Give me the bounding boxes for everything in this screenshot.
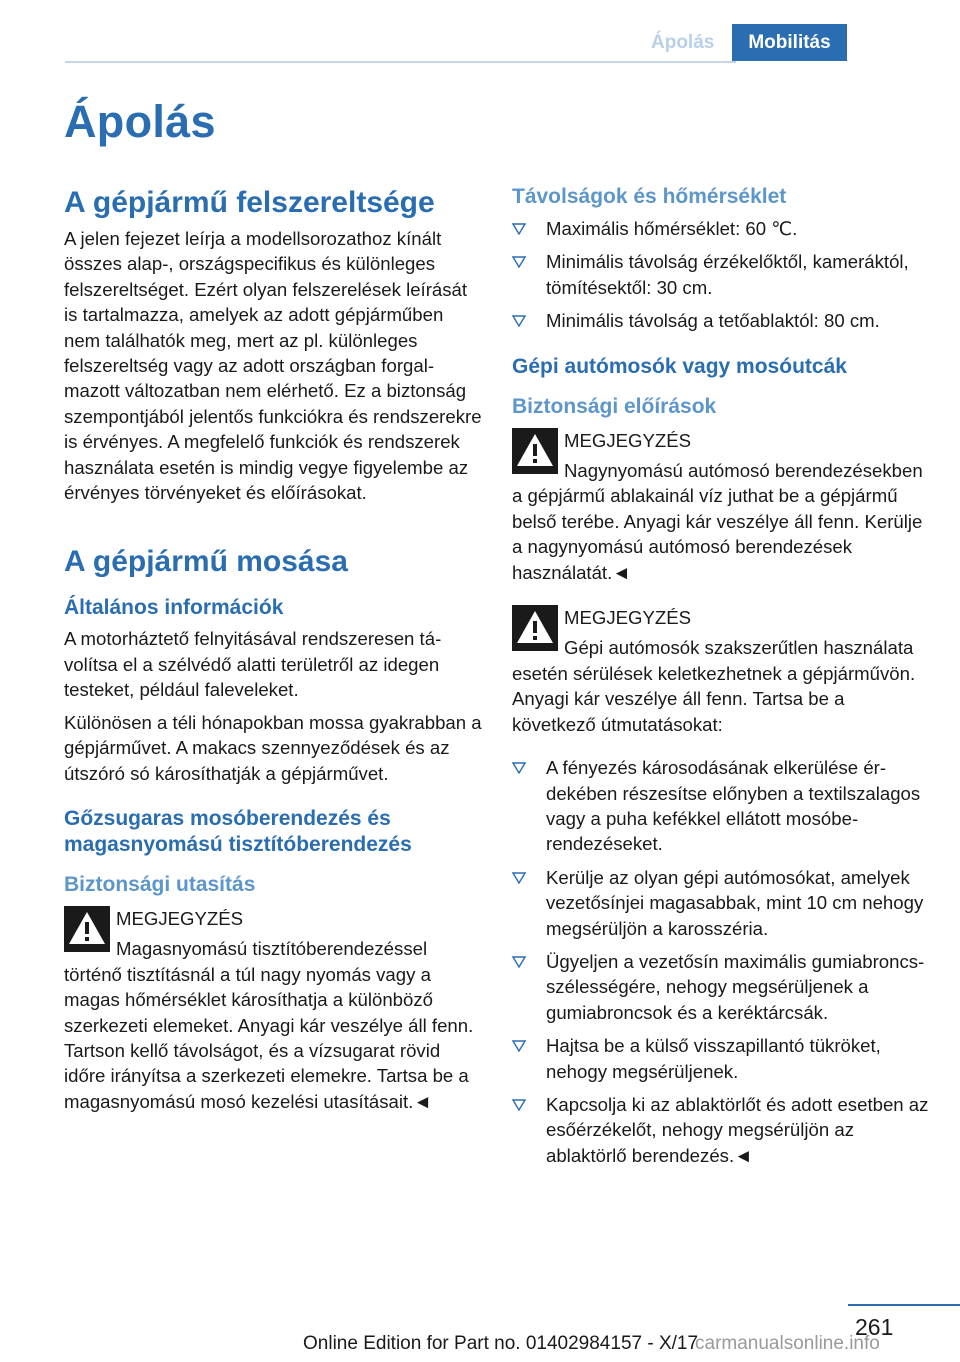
warning-title: MEGJEGYZÉS: [564, 607, 692, 629]
safety-rules-heading: Biztonsági előírások: [512, 394, 717, 418]
triangle-bullet-icon: [512, 872, 526, 884]
triangle-bullet-icon: [512, 956, 526, 968]
general-info-paragraph-1: A motorháztető felnyitásával rendszeresen távolítsa el a szélvédő alatti területről az idegen testeket, például faleveleket.: [64, 628, 442, 701]
warning-title: MEGJEGYZÉS: [564, 429, 692, 451]
list-item-text: Hajtsa be a külső visszapillantó tükröket, nehogy megsérüljenek.: [546, 1035, 881, 1082]
list-item: [512, 949, 930, 1025]
triangle-bullet-icon: [512, 315, 526, 327]
carwash-list: [512, 755, 930, 1168]
list-item: [512, 249, 930, 300]
section-heading-washing: A gépjármű mosása: [64, 545, 348, 579]
warning-block: [512, 426, 930, 585]
warning-title: MEGJEGYZÉS: [116, 907, 244, 929]
list-item-text: Ügyeljen a vezetősín maximális gumiabroncs-szélességére, nehogy megsérüljenek a gumiabroncsok és a keréktárcsák.: [546, 950, 925, 1023]
footer-watermark: carmanualsonline.info: [695, 1333, 880, 1354]
list-item-text: Minimális távolság érzékelőktől, kameráktól, tömítésektől: 30 cm.: [546, 251, 909, 298]
warning-text: Magasnyomású tisztítóberendezéssel történő tisztításnál a túl nagy nyomás vagy a magas hőmérséklet károsíthatja a különböző szerkezeti elemeket. Anyagi kár veszélye áll fenn. Tartson kellő távolságot, és a vízsugarat rövid időre irányítsa a szerkezeti elemekre. Tartsa be a magasnyomású mosó kezelési utasításait.◄: [64, 938, 474, 1112]
list-item: [512, 755, 930, 857]
general-info-paragraph-2: Különösen a téli hónapokban mossa gyakrabban a gépjárművet. A makacs szennyeződések és az útszóró só károsíthatják a gépjárművet.: [64, 711, 482, 784]
warning-block: [512, 603, 930, 737]
triangle-bullet-icon: [512, 762, 526, 774]
list-item-text: A fényezés károsodásának elkerülése érdekében részesítse előnyben a textilszalagos vagy a puha kefékkel ellátott mosóberendezéseket.: [546, 757, 921, 855]
footer-edition: Online Edition for Part no. 01402984157 - X/17: [303, 1333, 699, 1354]
tab-apolas[interactable]: Ápolás: [651, 32, 715, 53]
warning-text: Nagynyomású autómosó berendezésekben a gépjármű ablakainál víz juthat be a gépjármű belső terébe. Anyagi kár veszélye áll fenn. Kerülje a nagynyomású autómosó berendezések használatát.◄: [512, 460, 923, 583]
list-item: [512, 308, 930, 333]
header-rule: [65, 61, 736, 63]
safety-instruction-heading: Biztonsági utasítás: [64, 872, 256, 896]
page-title: Ápolás: [64, 96, 216, 147]
warning-triangle-icon: [64, 906, 110, 952]
triangle-bullet-icon: [512, 1040, 526, 1052]
triangle-bullet-icon: [512, 256, 526, 268]
list-item-text: Kapcsolja ki az ablaktörlőt és adott esetben az esőérzékelőt, nehogy megsérüljön az ablaktörlő berendezés.◄: [546, 1093, 929, 1166]
list-item-text: Kerülje az olyan gépi autómosókat, amelyek vezetősínjei magasabbak, mint 10 cm nehogy megsérüljön a karosszéria.: [546, 866, 924, 939]
triangle-bullet-icon: [512, 1099, 526, 1111]
warning-block: [64, 904, 482, 1114]
distances-list: [512, 216, 930, 334]
list-item-text: Maximális hőmérséklet: 60 ℃.: [546, 218, 798, 239]
equipment-paragraph: A jelen fejezet leírja a modellsorozathoz kínált összes alap-, országspecifikus és különleges felszereltséget. Ezért olyan felszerelések leírását is tartalmazza, amelyek az adott gépjárműben nem találhatók meg, mert az pl. különleges felszereltség vagy az adott országban forgalmazott változatban nem elérhető. Ez a biztonság szempontjából jelentős funkciókra és rendszerekre is érvényes. A megfelelő funkciók és rendszerek használata esetén is mindig vegye figyelembe az érvényes törvényeket és előírásokat.: [64, 228, 482, 504]
list-item-text: Minimális távolság a tetőablaktól: 80 cm.: [546, 310, 880, 332]
list-item: [512, 1092, 930, 1168]
tab-mobilitas[interactable]: Mobilitás: [732, 24, 846, 61]
warning-text: Gépi autómosók szakszerűtlen használata esetén sérülések keletkezhetnek a gépjárművön. Anyagi kár veszélye áll fenn. Tartsa be a következő útmutatásokat:: [512, 637, 916, 735]
general-info-heading: Általános információk: [64, 596, 284, 620]
right-column: [512, 184, 930, 1182]
warning-triangle-icon: [512, 428, 558, 474]
chapter-tabs: [633, 24, 847, 61]
list-item: [512, 865, 930, 941]
warning-triangle-icon: [512, 605, 558, 651]
footer-rule: [848, 1304, 960, 1306]
list-item: [512, 1033, 930, 1084]
carwash-heading: Gépi autómosók vagy mosóutcák: [512, 354, 847, 378]
left-column: [64, 184, 482, 1132]
distances-heading: Távolságok és hőmérséklet: [512, 185, 787, 208]
list-item: [512, 216, 930, 241]
section-heading-equipment: A gépjármű felszereltsége: [64, 186, 435, 219]
steam-cleaner-heading: Gőzsugaras mosóberendezés és magasnyomású tisztítóberendezés: [64, 806, 412, 856]
triangle-bullet-icon: [512, 223, 526, 235]
page-number: 261: [855, 1314, 894, 1340]
